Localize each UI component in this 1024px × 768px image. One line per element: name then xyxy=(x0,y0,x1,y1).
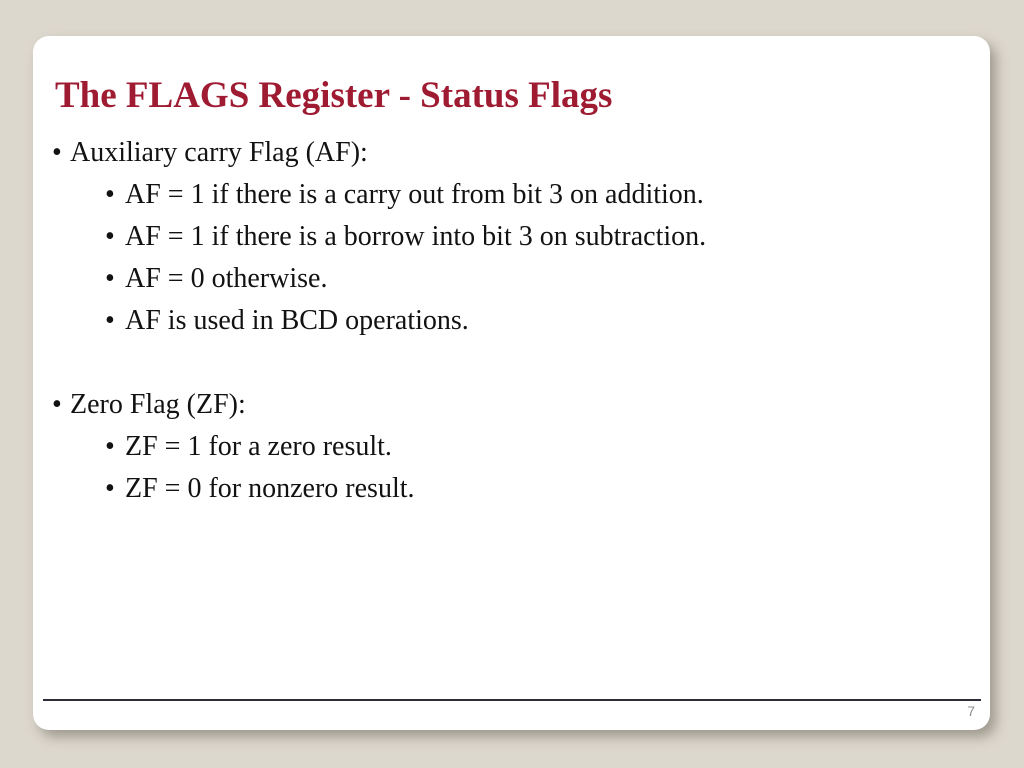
bullet-text: AF = 1 if there is a carry out from bit 3 on addition. xyxy=(125,179,704,210)
bullet-icon: • xyxy=(105,221,115,252)
bullet-line xyxy=(33,300,990,342)
bullet-text: ZF = 1 for a zero result. xyxy=(125,431,392,462)
slide-card xyxy=(33,36,990,730)
bullet-text: Auxiliary carry Flag (AF): xyxy=(70,137,368,168)
bullet-line xyxy=(33,384,990,426)
bullet-text: ZF = 0 for nonzero result. xyxy=(125,473,415,504)
bullet-icon: • xyxy=(52,137,62,168)
bullet-line xyxy=(33,216,990,258)
page-title: The FLAGS Register - Status Flags xyxy=(55,74,613,116)
bullet-icon: • xyxy=(105,431,115,462)
bullet-icon: • xyxy=(105,179,115,210)
bullet-line xyxy=(33,174,990,216)
bullet-icon: • xyxy=(105,263,115,294)
bullet-icon: • xyxy=(105,305,115,336)
bullet-text: Zero Flag (ZF): xyxy=(70,389,246,420)
bullet-line xyxy=(33,132,990,174)
bullet-icon: • xyxy=(52,389,62,420)
bullet-list xyxy=(33,132,990,510)
bullet-line xyxy=(33,258,990,300)
bullet-text: AF is used in BCD operations. xyxy=(125,305,469,336)
bullet-line xyxy=(33,426,990,468)
bullet-icon: • xyxy=(105,473,115,504)
blank-line xyxy=(33,342,990,384)
bullet-text: AF = 0 otherwise. xyxy=(125,263,328,294)
bullet-line xyxy=(33,468,990,510)
footer-divider xyxy=(43,699,981,701)
bullet-text: AF = 1 if there is a borrow into bit 3 on subtraction. xyxy=(125,221,707,252)
page-number: 7 xyxy=(967,703,975,719)
